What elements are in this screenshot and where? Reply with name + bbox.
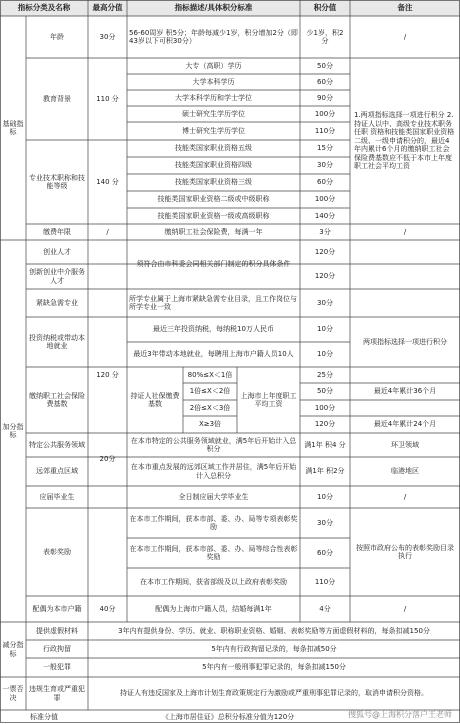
edu-score: 90分: [317, 93, 333, 102]
remote-desc: 在本市重点发展的远郊区域工作并居住，满5年后开始计入总积分: [130, 463, 297, 480]
age-name: 年龄: [50, 32, 64, 41]
insurance-max: /: [106, 227, 109, 236]
basic-big-note: 1.两项指标选择一项进行积分 2.持证人以中、高级专业技术职务任职 资格和技能类国家职业资格二级、一级申请积分的，最近4年内累计6个月的缴纳职工社会保险费基数应不低于本市上年度职工社会平均工资: [354, 111, 455, 171]
urgent-name: 紧缺急需专业: [36, 298, 78, 307]
invest-score: 10分: [317, 325, 333, 334]
edu-item: 博士研究生学历学位: [182, 126, 245, 135]
header-note: 备注: [397, 2, 413, 12]
skill-item: 技能类国家职业资格二级或中级职称: [157, 195, 270, 204]
grad-score: 10分: [317, 492, 333, 501]
remote-max: 20分: [99, 455, 116, 464]
social-name: 缴纳职工社会保险费基数: [29, 391, 85, 408]
spouse-name: 配偶为本市户籍: [32, 604, 82, 613]
edu-score: 60分: [317, 77, 333, 86]
social-range: 1倍≤X＜2倍: [189, 387, 231, 396]
admin-name: 行政拘留: [43, 644, 71, 653]
insurance-desc: 缴纳职工社会保险费，每满一年: [164, 227, 263, 236]
category-veto: 一票否决: [2, 685, 24, 702]
grad-desc: 全日制应届大学毕业生: [178, 492, 249, 501]
watermark: 搜狐号@上海积分落户王老师: [348, 710, 452, 719]
admin-desc: 5年内有行政拘留记录的，每条扣减50分: [211, 644, 337, 653]
startup-name: 创业人才: [43, 247, 71, 256]
invest-note: 两项指标选择一项进行积分: [363, 337, 447, 346]
standard-desc: 《上海市居住证》总积分标准分值为120分: [161, 712, 295, 721]
header-max-score: 最高分值: [92, 2, 123, 12]
spouse-note: /: [403, 604, 407, 613]
urgent-score: 30分: [317, 298, 333, 307]
insurance-score: 3分: [319, 227, 331, 236]
remote-name: 远郊重点区域: [36, 467, 78, 476]
award-score: 30分: [317, 518, 333, 527]
skill-max: 140 分: [96, 177, 119, 186]
spouse-score: 4分: [319, 604, 331, 613]
edu-item: 硕士研究生学历学位: [182, 109, 245, 118]
age-desc: 56-60周岁 积5分；年龄每减少1岁，积分增加2分（即43岁以下可积30分）: [129, 28, 298, 45]
edu-score: 50分: [317, 61, 333, 70]
header-category: 指标分类及名称: [17, 2, 71, 12]
skill-item: 技能类国家职业资格三级: [175, 178, 252, 187]
skill-score: 100分: [314, 195, 336, 204]
startup-score: 120分: [314, 247, 336, 256]
veto-desc: 持证人有违反国家及上海市计划生育政策规定行为激励或严重刑事犯罪记录的，取消申请积分资格。: [120, 689, 428, 698]
invest-social-max: 120 分: [96, 370, 119, 379]
edu-item: 大学本科学历和学士学位: [175, 93, 252, 102]
skill-score: 15分: [317, 144, 333, 153]
social-score: 25分: [317, 370, 333, 379]
remote-note: 临港地区: [391, 467, 419, 476]
edu-score: 110分: [314, 126, 336, 135]
social-range: X≥3倍: [198, 420, 222, 429]
spouse-desc: 配偶为上海市户籍人员，结婚每满1年: [155, 604, 272, 613]
social-note-36: 最近4年累计36个月: [373, 387, 437, 396]
skill-item: 技能类国家职业资格五级: [175, 144, 252, 153]
invest-name: 投资纳税或带动本地就业: [29, 333, 85, 350]
award-name: 表彰奖励: [43, 547, 71, 556]
spouse-max: 40分: [99, 604, 116, 613]
veto-name: 违规生育或严重犯罪: [29, 685, 85, 702]
employ-score: 10分: [317, 350, 333, 359]
social-range: 2倍≤X＜3倍: [189, 403, 231, 412]
innovation-desc: 须符合由市科委会同相关部门制定的积分具体条件: [136, 260, 291, 269]
social-score: 50分: [317, 387, 333, 396]
fake-desc: 3年内有提供身份、学历、就业、职称职业资格、婚姻、表彰奖励等方面虚假材料的，每条扣减150分: [118, 626, 430, 635]
urgent-desc: 所学专业属于上海市紧缺急需专业目录，且工作岗位与所学专业一致: [129, 294, 297, 311]
skill-item: 技能类国家职业资格四级: [175, 161, 252, 170]
grad-note: /: [403, 492, 407, 501]
header-score: 积分值: [313, 2, 337, 12]
age-note: /: [403, 32, 407, 41]
skill-score: 140分: [314, 211, 336, 220]
employ-desc: 最近3年带动本地就业，每聘用上海市户籍人员10人: [133, 350, 294, 359]
category-basic: 基础指标: [2, 119, 24, 136]
social-score: 120分: [314, 420, 336, 429]
edu-max: 110 分: [96, 94, 119, 103]
social-desc: 持证人社保缴费基数: [130, 391, 180, 408]
social-score: 100分: [314, 403, 336, 412]
edu-item: 大专（高职）学历: [185, 61, 242, 70]
invest-desc: 最近三年投资纳税，每纳税10万人民币: [153, 325, 274, 334]
insurance-name: 缴费年限: [43, 227, 71, 236]
award-score: 110分: [314, 577, 336, 586]
award-note: 按照市政府公布的表彰奖励目录执行: [356, 543, 454, 560]
skill-item: 技能类国家职业资格一级或高级职称: [157, 211, 270, 220]
crime-name: 一般犯罪: [43, 663, 71, 672]
innovation-score: 120分: [314, 272, 336, 281]
grad-name: 应届毕业生: [39, 492, 75, 501]
social-mid: 上海市上年度职工平均工资: [240, 391, 297, 408]
edu-name: 教育背景: [43, 94, 71, 103]
insurance-note: /: [403, 227, 407, 236]
social-note-24: 最近4年累计24个月: [373, 420, 437, 429]
award-desc: 在本市工作期间，获本市部、委、办、局等专项表彰奖励: [129, 514, 298, 531]
crime-desc: 5年内有一般刑事犯罪记录的，每条扣减150分: [202, 663, 346, 672]
public-score: 满1年 积4 分: [304, 440, 346, 449]
public-name: 特定公共服务领域: [29, 440, 85, 449]
category-bonus: 加分指标: [2, 422, 24, 439]
category-minus: 减分指标: [2, 641, 24, 658]
public-note: 环卫领域: [391, 440, 419, 449]
fake-name: 提供虚假材料: [36, 626, 78, 635]
remote-score: 满1年 积2分: [305, 467, 345, 476]
edu-item: 大学本科学历: [192, 77, 235, 86]
skill-name: 专业技术职称和技能等级: [29, 173, 85, 190]
award-score: 60分: [317, 548, 333, 557]
innovation-name: 创新创业中介服务人才: [29, 268, 85, 285]
header-description: 指标描述/具体积分标准: [174, 2, 253, 12]
social-range: 80%≤X＜1倍: [187, 370, 233, 379]
skill-score: 30分: [317, 161, 333, 170]
standard-name: 标准分值: [30, 712, 58, 721]
edu-score: 100分: [314, 109, 336, 118]
public-desc: 在本市特定的公共服务领域就业，满5年后开始计入总积分: [130, 436, 297, 453]
age-max: 30分: [99, 32, 116, 41]
award-desc: 在本市工作期间，获本市部、委、办、局等综合性表彰奖励: [129, 544, 298, 561]
age-score: 少1岁，积2 分: [306, 28, 344, 45]
skill-score: 60分: [317, 178, 333, 187]
award-desc: 在本市工作期间，获省部级及以上政府表彰奖励: [140, 577, 287, 586]
